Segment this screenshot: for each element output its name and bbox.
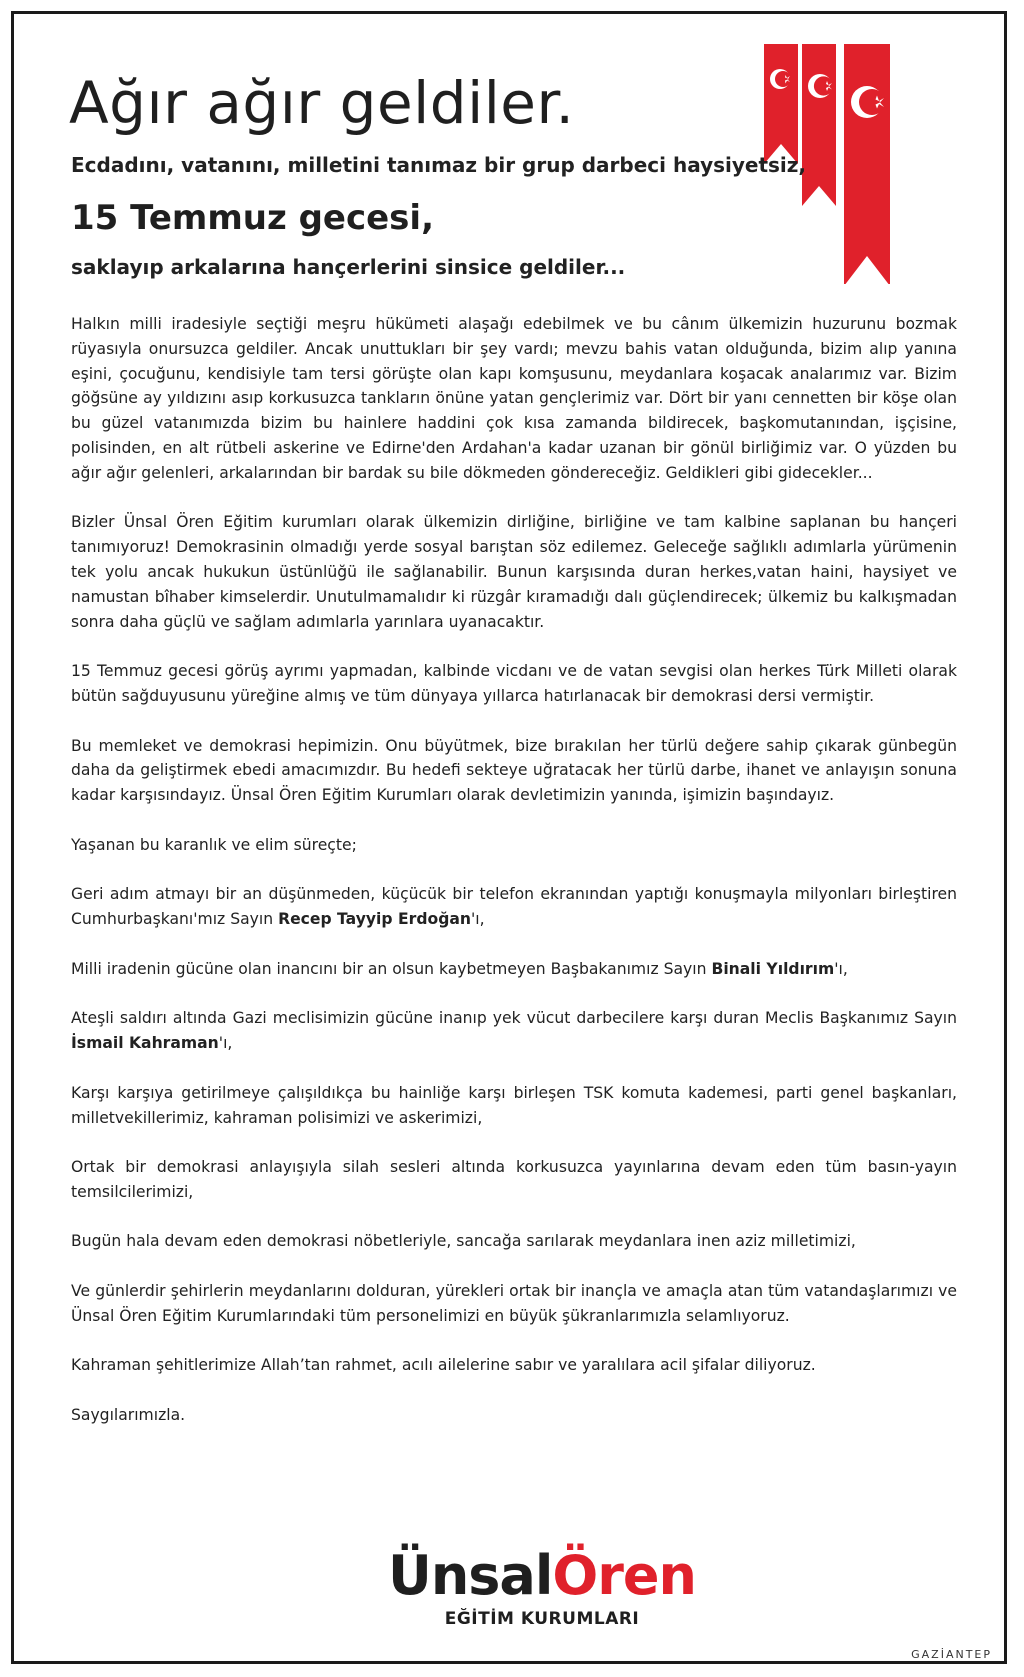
paragraph-text: Ateşli saldırı altında Gazi meclisimizin gücüne inanıp yek vücut darbecilere karşı duran Meclis Başkanımız Sayın [71,1009,957,1028]
body-paragraph [71,957,957,982]
paragraph-text: Geri adım atmayı bir an düşünmeden, küçücük bir telefon ekranından yaptığı konuşmayla milyonları birleştiren Cumhurbaşkanı'mız Sayın [71,885,957,929]
paragraph-text: Kahraman şehitlerimize Allah’tan rahmet, acılı ailelerine sabır ve yaralılara acil şifalar diliyoruz. [71,1356,816,1375]
turkish-flag-banner-icon [802,44,836,206]
paragraph-text: Yaşanan bu karanlık ve elim süreçte; [71,835,357,854]
turkish-flag-banner-icon [844,44,890,284]
logo-wordmark [372,1544,712,1607]
subheadline-2: 15 Temmuz gecesi, [71,198,434,238]
headline: Ağır ağır geldiler. [69,69,575,137]
paragraph-text: Ve günlerdir şehirlerin meydanlarını dolduran, yürekleri ortak bir inançla ve amaçla atan tüm vatandaşlarımızı ve Ünsal Ören Eğitim Kurumlarındaki tüm personelimizi en büyük şükranlarımızla selamlıyoruz. [71,1282,957,1325]
subheadline-3: saklayıp arkalarına hançerlerini sinsice geldiler... [71,255,626,279]
turkish-flag-banner-icon [764,44,798,164]
highlighted-name: Binali Yıldırım [711,959,835,978]
paragraph-text: Bugün hala devam eden demokrasi nöbetleriyle, sancağa sarılarak meydanlara inen aziz milletimizi, [71,1232,856,1251]
paragraph-text: 'ı, [471,910,485,929]
paragraph-text: Milli iradenin gücüne olan inancını bir an olsun kaybetmeyen Başbakanımız Sayın [71,959,712,978]
subheadline-1: Ecdadını, vatanını, milletini tanımaz bir grup darbeci haysiyetsiz, [71,153,807,177]
body-paragraph [71,1353,957,1378]
highlighted-name: İsmail Kahraman [71,1034,219,1053]
paragraph-text: 15 Temmuz gecesi görüş ayrımı yapmadan, kalbinde vicdanı ve de vatan sevgisi olan herkes Türk Milleti olarak bütün sağduyusunu yüreğine almış ve tüm dünyaya yıllarca hatırlanacak bir demokrasi dersi vermiştir. [71,662,957,705]
body-paragraph [71,734,957,808]
paragraph-text: Bu memleket ve demokrasi hepimizin. Onu büyütmek, bize bırakılan her türlü değere sahip çıkarak günbegün daha da geliştirmek ebedi amacımızdır. Bu hedefi sekteye uğratacak her türlü darbe, ihanet ve anlayışın sonuna kadar karşısındayız. Ünsal Ören Eğitim Kurumları olarak devletimizin yanında, işimizin başındayız. [71,736,957,805]
body-paragraph [71,1279,957,1329]
page-frame [11,11,1007,1664]
body-paragraph [71,1081,957,1131]
body-paragraph [71,659,957,709]
highlighted-name: Recep Tayyip Erdoğan [278,910,471,929]
body-paragraph [71,1229,957,1254]
message-body [71,312,957,1453]
body-paragraph [71,882,957,932]
paragraph-text: 'ı, [218,1034,233,1053]
city-label: GAZİANTEP [907,1648,996,1661]
company-logo [372,1544,712,1629]
paragraph-text: Ortak bir demokrasi anlayışıyla silah sesleri altında korkusuzca yayınlarına devam eden tüm basın-yayın temsilcilerimizi, [71,1158,957,1201]
paragraph-text: Karşı karşıya getirilmeye çalışıldıkça bu hainliğe karşı birleşen TSK komuta kademesi, parti genel başkanları, milletvekillerimiz, kahraman polisimizi ve askerimizi, [71,1083,957,1127]
body-paragraph [71,1403,957,1428]
logo-part-1: Ünsal [388,1544,553,1607]
body-paragraph [71,312,957,486]
paragraph-text: Halkın milli iradesiyle seçtiği meşru hükümeti alaşağı edebilmek ve bu cânım ülkemizin huzurunu bozmak rüyasıyla onursuzca geldiler. Ancak unuttukları bir şey vardı; mevzu bahis vatan olduğunda, bizim alıp yanına eşini, çocuğunu, kendisiyle tam tersi görüşte olan kapı komşusunu, meydanlara koşacak analarımız var. Bizim göğsüne ay yıldızını asıp korkusuzca tankların önüne yatan gençlerimiz var. Dört bir yanı cennetten bir köşe olan bu güzel vatanımızda bizim bu hainlere haddini çok kısa zamanda bildirecek, başkomutanından, işçisine, polisinden, en alt rütbeli askerine ve Edirne'den Ardahan'a kadar uzanan bir gönül birliğimiz var. O yüzden bu ağır ağır gelenleri, arkalarından bir bardak su bile dökmeden göndereceğiz. Geldikleri gibi gidecekler... [71,315,957,482]
body-paragraph [71,1006,957,1056]
paragraph-text: 'ı, [834,959,848,978]
body-paragraph [71,510,957,634]
paragraph-text: Saygılarımızla. [71,1406,186,1425]
body-paragraph [71,833,957,858]
paragraph-text: Bizler Ünsal Ören Eğitim kurumları olarak ülkemizin dirliğine, birliğine ve tam kalbine saplanan bu hançeri tanımıyoruz! Demokrasinin olmadığı yerde sosyal barıştan söz edilemez. Geleceğe sağlıklı adımlarla yürümenin tek yolu ancak hukukun üstünlüğü ile sağlanabilir. Bunun karşısında duran herkes,vatan haini, haysiyet ve namustan bîhaber kimselerdir. Unutulmamalıdır ki rüzgâr kıramadığı dalı güçlendirecek; ülkemiz bu kalkışmadan sonra daha güçlü ve sağlam adımlarla yarınlara uyanacaktır. [71,513,957,631]
body-paragraph [71,1155,957,1205]
logo-part-2: Ören [552,1544,696,1607]
logo-subtitle: EĞİTİM KURUMLARI [444,1609,640,1629]
